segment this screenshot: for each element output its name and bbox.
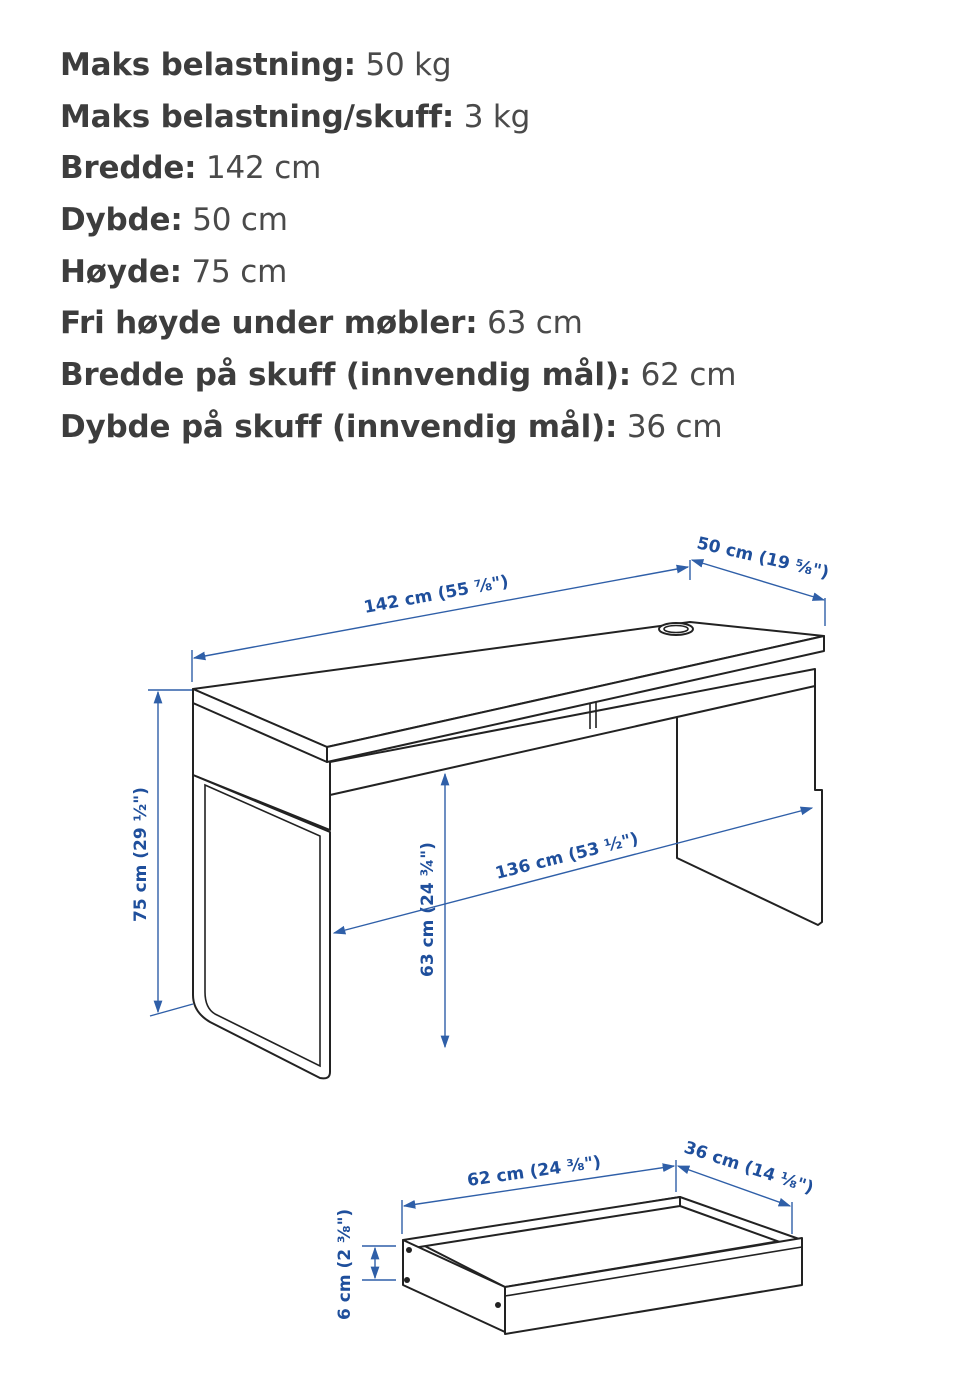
- spec-label: Bredde:: [60, 150, 197, 187]
- drawer-screw-hole: [495, 1302, 501, 1308]
- spec-label: Maks belastning/skuff:: [60, 98, 455, 135]
- spec-value: 63 cm: [487, 305, 583, 342]
- spec-value: 75 cm: [191, 253, 288, 290]
- dim-label-clearance-height: 63 cm (24 ¾"): [418, 842, 438, 977]
- spec-label: Høyde:: [60, 253, 182, 290]
- spec-value: 62 cm: [640, 357, 737, 394]
- drawer-drawing: [403, 1197, 802, 1334]
- dim-drawer-height: [335, 1209, 396, 1320]
- spec-value: 50 cm: [192, 202, 288, 239]
- dim-tick: [150, 1004, 193, 1016]
- desk-right-leg: [677, 678, 822, 925]
- desk-drawing: [193, 622, 824, 1078]
- spec-label: Fri høyde under møbler:: [60, 305, 478, 342]
- dim-label-desk-height: 75 cm (29 ½"): [131, 787, 151, 922]
- spec-label: Dybde:: [60, 202, 183, 239]
- dim-label-desk-width: 142 cm (55 ⅞"): [362, 571, 511, 618]
- dim-label-drawer-width: 62 cm (24 ⅜"): [465, 1152, 603, 1191]
- spec-label: Dybde på skuff (innvendig mål):: [60, 408, 618, 445]
- spec-value: 142 cm: [206, 150, 322, 187]
- spec-value: 36 cm: [626, 408, 723, 445]
- dim-label-desk-depth: 50 cm (19 ⅝"): [694, 533, 831, 584]
- dim-label-clearance-width: 136 cm (53 ½"): [493, 828, 641, 884]
- dim-label-drawer-depth: 36 cm (14 ⅛"): [681, 1137, 816, 1199]
- dim-desk-height: [131, 690, 193, 1016]
- spec-label: Maks belastning:: [60, 47, 356, 83]
- spec-value: 50 kg: [365, 47, 452, 83]
- drawer-screw-hole: [406, 1247, 412, 1253]
- drawer-screw-hole: [404, 1277, 410, 1283]
- dim-label-drawer-height: 6 cm (2 ⅜"): [335, 1208, 355, 1320]
- spec-value: 3 kg: [463, 98, 531, 135]
- dim-desk-depth: [692, 533, 831, 626]
- spec-label: Bredde på skuff (innvendig mål):: [60, 357, 631, 394]
